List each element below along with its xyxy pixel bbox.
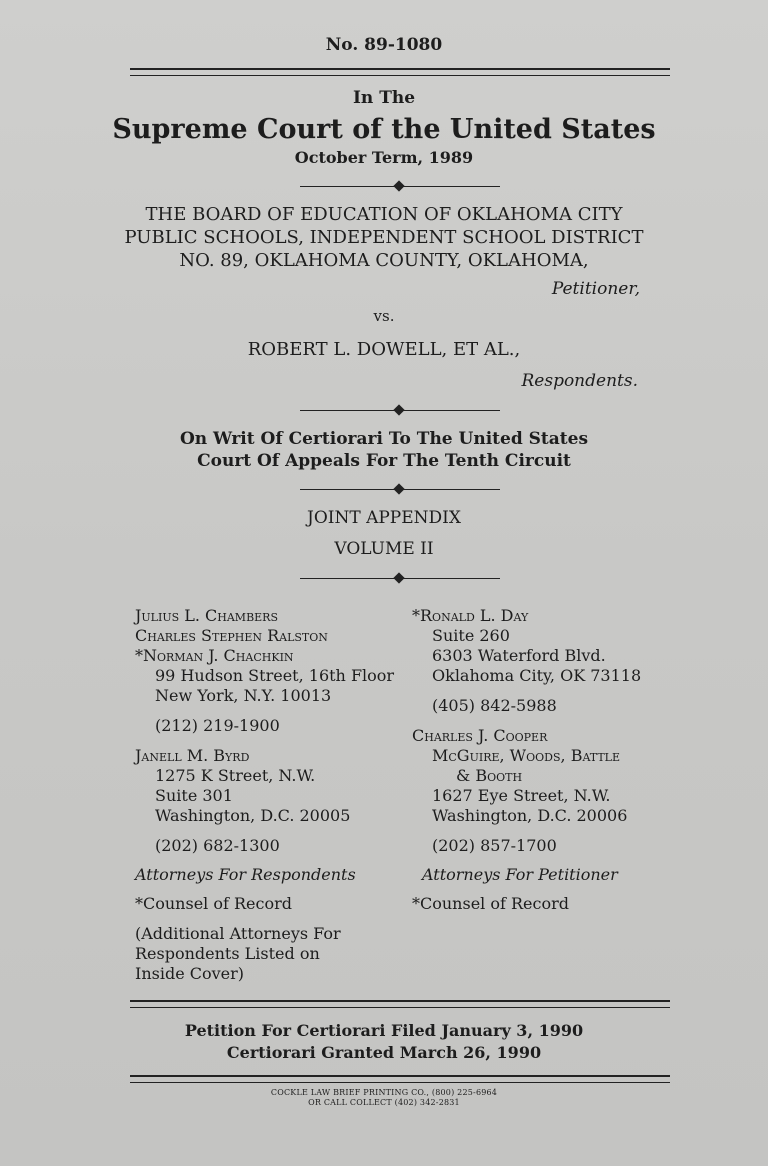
counsel-name: Julius L. Chambers <box>135 606 278 625</box>
counsel-phone: (202) 857-1700 <box>432 836 557 855</box>
in-the: In The <box>352 88 416 108</box>
additional-attorneys-note: Inside Cover) <box>135 964 245 983</box>
ornament-divider <box>300 405 500 417</box>
counsel-name: *Norman J. Chachkin <box>135 646 294 665</box>
counsel-address: Oklahoma City, OK 73118 <box>432 666 642 685</box>
counsel-address: Washington, D.C. 20005 <box>155 806 351 825</box>
writ-caption <box>0 428 768 472</box>
petitioner-line-3: NO. 89, OKLAHOMA COUNTY, OKLAHOMA, <box>179 250 589 271</box>
counsel-name: Charles J. Cooper <box>412 726 548 745</box>
counsel-address: New York, N.Y. 10013 <box>155 686 332 705</box>
counsel-phone: (212) 219-1900 <box>155 716 280 735</box>
court-term: October Term, 1989 <box>294 148 474 167</box>
filing-line-1: Petition For Certiorari Filed January 3, 1990 <box>184 1021 584 1040</box>
respondents-counsel-block <box>135 606 405 984</box>
additional-attorneys-note: Respondents Listed on <box>135 944 320 963</box>
volume-title: VOLUME II <box>334 539 434 559</box>
counsel-address: 1275 K Street, N.W. <box>155 766 316 785</box>
counsel-address: 99 Hudson Street, 16th Floor <box>155 666 395 685</box>
counsel-firm: & Booth <box>456 766 523 785</box>
bottom-double-rule <box>130 1075 670 1083</box>
ornament-divider <box>300 484 500 496</box>
counsel-address: Washington, D.C. 20006 <box>432 806 628 825</box>
writ-line-2: Court Of Appeals For The Tenth Circuit <box>197 451 571 471</box>
counsel-name: *Ronald L. Day <box>412 606 529 625</box>
respondent-name: ROBERT L. DOWELL, ET AL., <box>247 339 521 360</box>
petitioner-counsel-block <box>412 606 672 914</box>
filing-dates <box>0 1020 768 1064</box>
counsel-address: Suite 301 <box>155 786 233 805</box>
attorneys-for-petitioner: Attorneys For Petitioner <box>422 865 618 884</box>
counsel-address: Suite 260 <box>432 626 510 645</box>
petitioner-caption <box>0 203 768 272</box>
writ-line-1: On Writ Of Certiorari To The United States <box>179 429 589 449</box>
counsel-name: Janell M. Byrd <box>135 746 250 765</box>
ornament-divider <box>300 181 500 193</box>
counsel-firm: McGuire, Woods, Battle <box>432 746 621 765</box>
ornament-divider <box>300 573 500 585</box>
attorneys-for-respondents: Attorneys For Respondents <box>135 865 356 884</box>
middle-double-rule <box>130 1000 670 1008</box>
additional-attorneys-note: (Additional Attorneys For <box>135 924 341 943</box>
docket-number: No. 89-1080 <box>325 35 443 55</box>
counsel-of-record-note: *Counsel of Record <box>135 894 293 913</box>
printer-credit <box>0 1088 768 1108</box>
top-double-rule <box>130 68 670 76</box>
counsel-address: 6303 Waterford Blvd. <box>432 646 606 665</box>
counsel-of-record-note: *Counsel of Record <box>412 894 570 913</box>
counsel-phone: (405) 842-5988 <box>432 696 557 715</box>
petitioner-line-1: THE BOARD OF EDUCATION OF OKLAHOMA CITY <box>145 204 623 225</box>
counsel-phone: (202) 682-1300 <box>155 836 280 855</box>
printer-line-1: COCKLE LAW BRIEF PRINTING CO., (800) 225-6964 <box>270 1088 498 1097</box>
court-name: Supreme Court of the United States <box>112 114 656 145</box>
petitioner-role: Petitioner, <box>551 279 640 299</box>
filing-line-2: Certiorari Granted March 26, 1990 <box>226 1043 542 1062</box>
counsel-address: 1627 Eye Street, N.W. <box>432 786 611 805</box>
respondent-role: Respondents. <box>521 371 638 391</box>
document-title: JOINT APPENDIX <box>307 508 461 528</box>
versus: vs. <box>373 307 395 325</box>
petitioner-line-2: PUBLIC SCHOOLS, INDEPENDENT SCHOOL DISTRICT <box>124 227 644 248</box>
printer-line-2: OR CALL COLLECT (402) 342-2831 <box>308 1098 460 1107</box>
counsel-name: Charles Stephen Ralston <box>135 626 328 645</box>
